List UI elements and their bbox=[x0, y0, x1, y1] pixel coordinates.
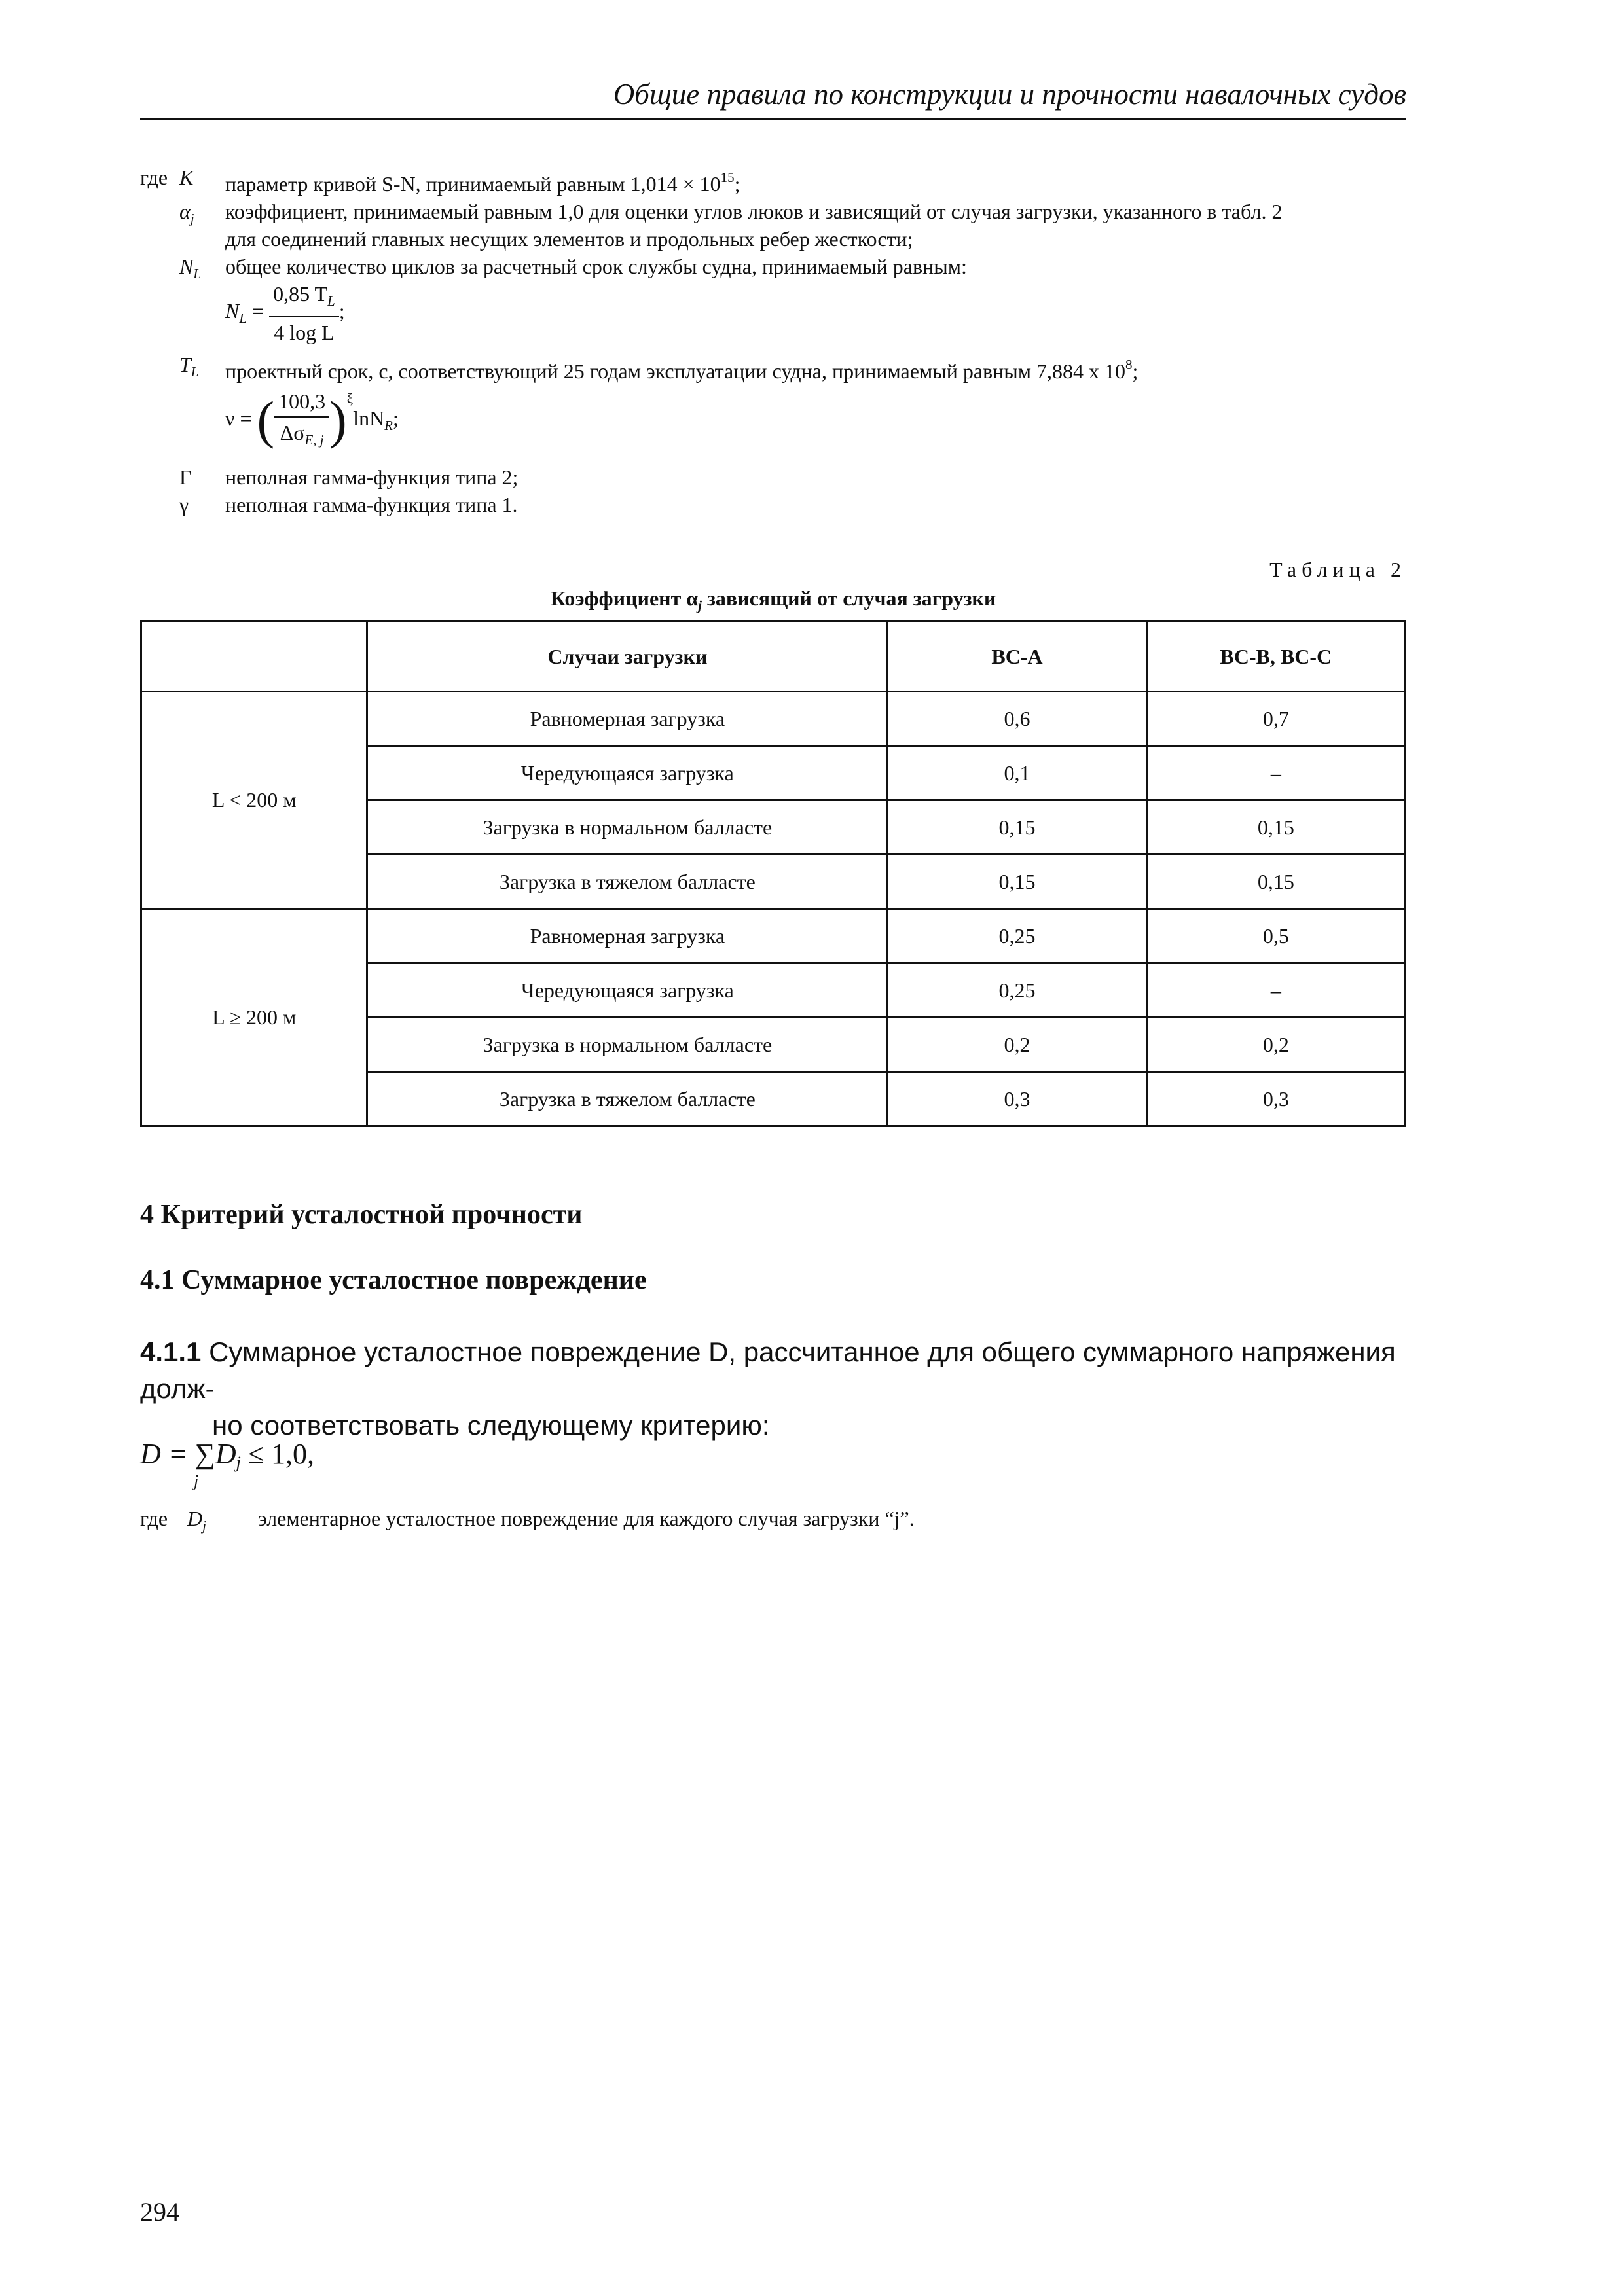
formula-NL-fraction bbox=[269, 280, 339, 346]
subsection-heading: 4.1 Суммарное усталостное повреждение bbox=[140, 1265, 647, 1295]
formula-NL-tail: ; bbox=[338, 298, 345, 323]
table-cell: Равномерная загрузка bbox=[367, 909, 888, 963]
formula-NL bbox=[225, 280, 1406, 351]
definition-TL-tail: ; bbox=[1132, 359, 1139, 383]
definitions-list bbox=[140, 164, 1406, 518]
symbol-TL-main: T bbox=[179, 353, 191, 376]
paragraph-line2: но соответствовать следующему критерию: bbox=[212, 1410, 770, 1441]
definition-K-tail: ; bbox=[734, 172, 740, 196]
symbol-Dj-sub: j bbox=[202, 1518, 206, 1534]
table-cell: 0,25 bbox=[888, 963, 1146, 1018]
table-cell: 0,2 bbox=[888, 1018, 1146, 1072]
definition-gamma bbox=[140, 491, 1406, 518]
section-heading: 4 Критерий усталостной прочности bbox=[140, 1200, 583, 1230]
criterion-sub: j bbox=[236, 1453, 241, 1472]
symbol-TL bbox=[179, 351, 219, 386]
table-cell: Загрузка в тяжелом балласте bbox=[367, 1072, 888, 1126]
formula-NL-lhs: N bbox=[225, 298, 240, 323]
symbol-alpha-main: α bbox=[179, 200, 191, 223]
criterion-tail: ≤ 1,0, bbox=[240, 1438, 314, 1470]
formula-NL-numerator: 0,85 T bbox=[273, 282, 328, 306]
right-paren-glyph: ) bbox=[329, 391, 347, 450]
formula-nu-exp: ξ bbox=[346, 391, 354, 406]
table-header-cell: BC-A bbox=[888, 622, 1146, 692]
formula-nu-den-sub: E, j bbox=[304, 432, 324, 448]
page-number: 294 bbox=[140, 2197, 179, 2227]
definition-TL-exp: 8 bbox=[1125, 357, 1133, 372]
table-header-cell bbox=[141, 622, 367, 692]
coefficient-table bbox=[140, 620, 1406, 1127]
table-cell: 0,1 bbox=[888, 746, 1146, 800]
criterion-definition-text: элементарное усталостное повреждение для каждого случая загрузки “j”. bbox=[258, 1507, 915, 1530]
paragraph-4-1-1 bbox=[140, 1334, 1406, 1444]
definition-TL bbox=[140, 351, 1406, 385]
table-cell: 0,3 bbox=[888, 1072, 1146, 1126]
table-header-cell: Случаи загрузки bbox=[367, 622, 888, 692]
table-cell: 0,6 bbox=[888, 692, 1146, 746]
formula-nu-fraction bbox=[274, 387, 329, 454]
symbol-K: K bbox=[179, 166, 194, 189]
symbol-TL-sub: L bbox=[191, 364, 199, 380]
definition-alpha bbox=[140, 198, 1406, 253]
table-cell: 0,7 bbox=[1146, 692, 1405, 746]
definition-K-text: параметр кривой S-N, принимаемый равным 1,014 × 10 bbox=[225, 172, 721, 196]
left-paren-glyph: ( bbox=[257, 391, 275, 450]
where-label-2: где bbox=[140, 1507, 168, 1530]
criterion-formula bbox=[140, 1437, 314, 1490]
formula-NL-eq: = bbox=[252, 298, 264, 323]
table-cell: 0,3 bbox=[1146, 1072, 1405, 1126]
group-label: L ≥ 200 м bbox=[141, 909, 367, 1126]
table-header-cell: BC-B, BC-C bbox=[1146, 622, 1405, 692]
formula-NL-denominator: 4 log L bbox=[274, 321, 335, 344]
paragraph-line1: Суммарное усталостное повреждение D, рассчитанное для общего суммарного напряжения долж- bbox=[140, 1336, 1396, 1404]
formula-nu-ln-sub: R bbox=[384, 418, 393, 433]
symbol-Dj bbox=[187, 1507, 206, 1534]
symbol-gamma: γ bbox=[179, 493, 189, 516]
table-cell: Равномерная загрузка bbox=[367, 692, 888, 746]
table-cell: Чередующаяся загрузка bbox=[367, 963, 888, 1018]
group-label: L < 200 м bbox=[141, 692, 367, 909]
formula-nu-denominator: Δσ bbox=[280, 421, 305, 445]
formula-nu-ln: lnN bbox=[353, 406, 385, 430]
table-caption bbox=[140, 586, 1406, 614]
table-cell: Загрузка в нормальном балласте bbox=[367, 1018, 888, 1072]
table-row bbox=[141, 692, 1406, 746]
symbol-NL-sub: L bbox=[193, 266, 202, 281]
table-header-row bbox=[141, 622, 1406, 692]
symbol-Dj-main: D bbox=[187, 1507, 203, 1530]
table-label: Таблица 2 bbox=[1269, 558, 1406, 581]
definition-NL-text: общее количество циклов за расчетный срок службы судна, принимаемый равным: bbox=[225, 255, 967, 278]
formula-NL-num-sub: L bbox=[327, 293, 335, 309]
table-cell: Чередующаяся загрузка bbox=[367, 746, 888, 800]
table-cell: – bbox=[1146, 963, 1405, 1018]
table-cell: 0,2 bbox=[1146, 1018, 1405, 1072]
paragraph-number: 4.1.1 bbox=[140, 1336, 202, 1367]
table-cell: 0,15 bbox=[1146, 855, 1405, 909]
table-caption-main: Коэффициент α bbox=[550, 586, 699, 610]
symbol-alpha-sub: j bbox=[190, 211, 194, 226]
symbol-NL bbox=[179, 253, 219, 287]
formula-nu-numerator: 100,3 bbox=[274, 387, 329, 418]
formula-NL-lhs-sub: L bbox=[239, 310, 247, 326]
table-cell: 0,15 bbox=[888, 855, 1146, 909]
table-row bbox=[141, 909, 1406, 963]
header-title: Общие правила по конструкции и прочности навалочных судов bbox=[613, 78, 1406, 111]
table-cell: 0,15 bbox=[1146, 800, 1405, 855]
table-cell: Загрузка в тяжелом балласте bbox=[367, 855, 888, 909]
definition-alpha-line1: коэффициент, принимаемый равным 1,0 для оценки углов люков и зависящий от случая загрузки, указанного в табл. 2 bbox=[225, 200, 1283, 223]
formula-nu-tail: ; bbox=[393, 406, 399, 430]
table-cell: 0,5 bbox=[1146, 909, 1405, 963]
page-header bbox=[140, 77, 1406, 120]
table-caption-sub: j bbox=[698, 598, 702, 613]
table-caption-tail: зависящий от случая загрузки bbox=[702, 586, 996, 610]
definition-alpha-line2: для соединений главных несущих элементов и продольных ребер жесткости; bbox=[225, 227, 913, 251]
formula-nu-lhs: ν = bbox=[225, 406, 252, 430]
formula-nu bbox=[225, 385, 1406, 463]
where-label: где bbox=[140, 166, 168, 189]
definition-gamma-text: неполная гамма-функция типа 1. bbox=[225, 493, 518, 516]
definition-TL-text: проектный срок, с, соответствующий 25 годам эксплуатации судна, принимаемый равным 7,884 x 10 bbox=[225, 359, 1125, 383]
symbol-Gamma: Γ bbox=[179, 465, 192, 489]
table-cell: 0,25 bbox=[888, 909, 1146, 963]
definition-Gamma-text: неполная гамма-функция типа 2; bbox=[225, 465, 519, 489]
symbol-NL-main: N bbox=[179, 255, 194, 278]
table-cell: – bbox=[1146, 746, 1405, 800]
criterion-definition bbox=[140, 1507, 915, 1534]
table-cell: Загрузка в нормальном балласте bbox=[367, 800, 888, 855]
definition-K bbox=[140, 164, 1406, 198]
criterion-main: D = ∑D bbox=[140, 1438, 236, 1470]
definition-NL bbox=[140, 253, 1406, 280]
criterion-index: j bbox=[194, 1471, 199, 1490]
definition-Gamma bbox=[140, 463, 1406, 491]
table-cell: 0,15 bbox=[888, 800, 1146, 855]
symbol-alpha bbox=[179, 198, 219, 232]
definition-K-exp: 15 bbox=[720, 170, 735, 185]
